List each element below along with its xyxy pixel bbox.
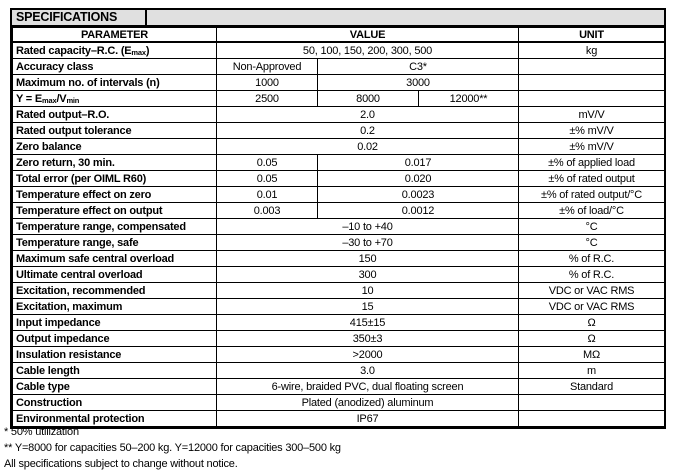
header-row: [13, 28, 665, 43]
value-cell: 415±15: [217, 315, 519, 331]
param-cell: Total error (per OIML R60): [13, 171, 217, 187]
param-cell: Temperature effect on output: [13, 203, 217, 219]
title-filler: [147, 10, 664, 25]
unit-cell: m: [519, 363, 665, 379]
column-header-parameter: PARAMETER: [13, 28, 217, 43]
unit-cell: [519, 91, 665, 107]
param-cell: Temperature range, compensated: [13, 219, 217, 235]
value-cell: IP67: [217, 411, 519, 427]
value-cell: 0.05: [217, 155, 318, 171]
footnote-utilization: * 50% utilization: [4, 426, 79, 438]
value-cell: 15: [217, 299, 519, 315]
footnotes: [4, 424, 341, 472]
param-cell: Temperature range, safe: [13, 235, 217, 251]
unit-cell: VDC or VAC RMS: [519, 283, 665, 299]
table-row: [13, 171, 665, 187]
value-cell: 0.2: [217, 123, 519, 139]
value-cell: 150: [217, 251, 519, 267]
value-cell: 12000**: [419, 91, 519, 107]
param-cell: Zero balance: [13, 139, 217, 155]
table-row: [13, 91, 665, 107]
value-cell: Non-Approved: [217, 59, 318, 75]
param-cell: Output impedance: [13, 331, 217, 347]
value-cell: Plated (anodized) aluminum: [217, 395, 519, 411]
table-row: [13, 203, 665, 219]
param-cell: Maximum safe central overload: [13, 251, 217, 267]
table-row: [13, 251, 665, 267]
table-row: [13, 107, 665, 123]
value-cell: –10 to +40: [217, 219, 519, 235]
value-cell: 350±3: [217, 331, 519, 347]
specifications-table: [10, 8, 666, 429]
footnote-y-values: ** Y=8000 for capacities 50–200 kg. Y=12000 for capacities 300–500 kg: [4, 442, 341, 454]
unit-cell: °C: [519, 219, 665, 235]
value-cell: 50, 100, 150, 200, 300, 500: [217, 42, 519, 59]
unit-cell: ±% of rated output/°C: [519, 187, 665, 203]
param-cell: Zero return, 30 min.: [13, 155, 217, 171]
table-row: [13, 155, 665, 171]
table-row: [13, 331, 665, 347]
value-cell: C3*: [318, 59, 519, 75]
table-row: [13, 42, 665, 59]
table-title: SPECIFICATIONS: [12, 10, 147, 25]
unit-cell: [519, 411, 665, 427]
unit-cell: mV/V: [519, 107, 665, 123]
table-row: [13, 139, 665, 155]
param-cell: Excitation, maximum: [13, 299, 217, 315]
value-cell: –30 to +70: [217, 235, 519, 251]
table-row: [13, 395, 665, 411]
param-cell: Construction: [13, 395, 217, 411]
unit-cell: ±% of applied load: [519, 155, 665, 171]
value-cell: 0.02: [217, 139, 519, 155]
table-row: [13, 59, 665, 75]
table-row: [13, 379, 665, 395]
table-row: [13, 363, 665, 379]
value-cell: >2000: [217, 347, 519, 363]
footnote-disclaimer: All specifications subject to change without notice.: [4, 458, 238, 470]
param-cell: Excitation, recommended: [13, 283, 217, 299]
param-cell: Maximum no. of intervals (n): [13, 75, 217, 91]
param-cell: Cable length: [13, 363, 217, 379]
unit-cell: % of R.C.: [519, 267, 665, 283]
param-cell: Cable type: [13, 379, 217, 395]
table-row: [13, 267, 665, 283]
unit-cell: ±% of load/°C: [519, 203, 665, 219]
value-cell: 10: [217, 283, 519, 299]
value-cell: 3000: [318, 75, 519, 91]
value-cell: 0.017: [318, 155, 519, 171]
param-cell: Input impedance: [13, 315, 217, 331]
unit-cell: VDC or VAC RMS: [519, 299, 665, 315]
unit-cell: [519, 395, 665, 411]
value-cell: 2500: [217, 91, 318, 107]
value-cell: 6-wire, braided PVC, dual floating screen: [217, 379, 519, 395]
unit-cell: °C: [519, 235, 665, 251]
value-cell: 2.0: [217, 107, 519, 123]
unit-cell: ±% mV/V: [519, 139, 665, 155]
value-cell: 3.0: [217, 363, 519, 379]
unit-cell: Ω: [519, 331, 665, 347]
unit-cell: ±% of rated output: [519, 171, 665, 187]
value-cell: 8000: [318, 91, 419, 107]
unit-cell: [519, 75, 665, 91]
unit-cell: [519, 59, 665, 75]
unit-cell: Ω: [519, 315, 665, 331]
table-row: [13, 315, 665, 331]
unit-cell: ±% mV/V: [519, 123, 665, 139]
table-row: [13, 219, 665, 235]
value-cell: 0.05: [217, 171, 318, 187]
param-cell: Temperature effect on zero: [13, 187, 217, 203]
unit-cell: MΩ: [519, 347, 665, 363]
value-cell: 300: [217, 267, 519, 283]
param-cell: Insulation resistance: [13, 347, 217, 363]
param-cell: Environmental protection: [13, 411, 217, 427]
table-row: [13, 283, 665, 299]
param-cell: Rated output–R.O.: [13, 107, 217, 123]
value-cell: 1000: [217, 75, 318, 91]
column-header-unit: UNIT: [519, 28, 665, 43]
table-row: [13, 75, 665, 91]
table-row: [13, 187, 665, 203]
param-cell: $Y = E_{max}/V_{min}$: [13, 91, 217, 107]
table-row: [13, 347, 665, 363]
param-cell: Ultimate central overload: [13, 267, 217, 283]
value-cell: 0.0012: [318, 203, 519, 219]
table-row: [13, 235, 665, 251]
value-cell: 0.0023: [318, 187, 519, 203]
param-cell: Rated output tolerance: [13, 123, 217, 139]
param-cell: Accuracy class: [13, 59, 217, 75]
value-cell: 0.020: [318, 171, 519, 187]
table-row: [13, 123, 665, 139]
table-row: [13, 299, 665, 315]
unit-cell: % of R.C.: [519, 251, 665, 267]
column-header-value: VALUE: [217, 28, 519, 43]
value-cell: 0.01: [217, 187, 318, 203]
table-title-bar: [12, 10, 664, 27]
unit-cell: kg: [519, 42, 665, 59]
unit-cell: Standard: [519, 379, 665, 395]
spec-grid: [12, 27, 665, 427]
param-cell: Rated capacity–R.C. $(E_{max})$: [13, 42, 217, 59]
value-cell: 0.003: [217, 203, 318, 219]
